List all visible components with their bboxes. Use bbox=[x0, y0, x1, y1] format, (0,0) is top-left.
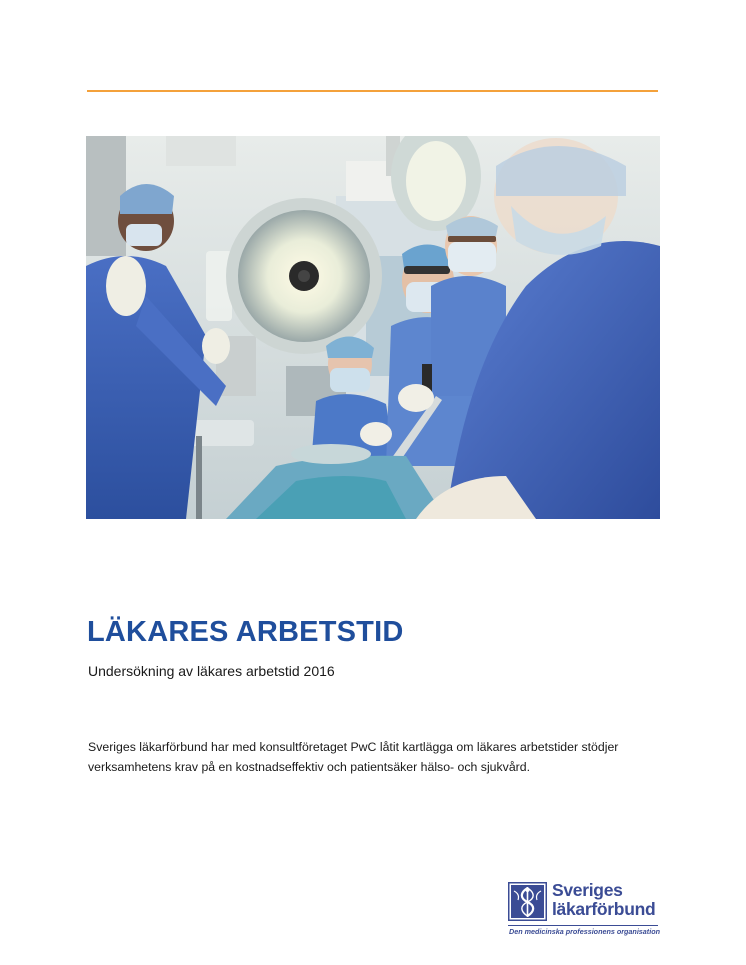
logo-mark-icon bbox=[508, 882, 547, 921]
organization-logo bbox=[508, 882, 660, 938]
logo-name-line2: läkarförbund bbox=[552, 899, 656, 919]
logo-divider bbox=[508, 925, 658, 926]
operating-room-photo bbox=[86, 136, 660, 519]
intro-paragraph: Sveriges läkarförbund har med konsultföretaget PwC låtit kartlägga om läkares arbetstider stödjer verksamhetens krav på en kostnadseffektiv och patientsäker hälso- och sjukvård. bbox=[88, 740, 619, 774]
page-title: LÄKARES ARBETSTID bbox=[87, 616, 404, 648]
cover-photo bbox=[86, 136, 660, 519]
header-rule bbox=[87, 90, 658, 92]
logo-name-line1: Sveriges bbox=[552, 880, 623, 900]
logo-name bbox=[552, 881, 655, 919]
logo-tagline: Den medicinska professionens organisation bbox=[509, 927, 660, 936]
page-subtitle: Undersökning av läkares arbetstid 2016 bbox=[88, 663, 335, 679]
